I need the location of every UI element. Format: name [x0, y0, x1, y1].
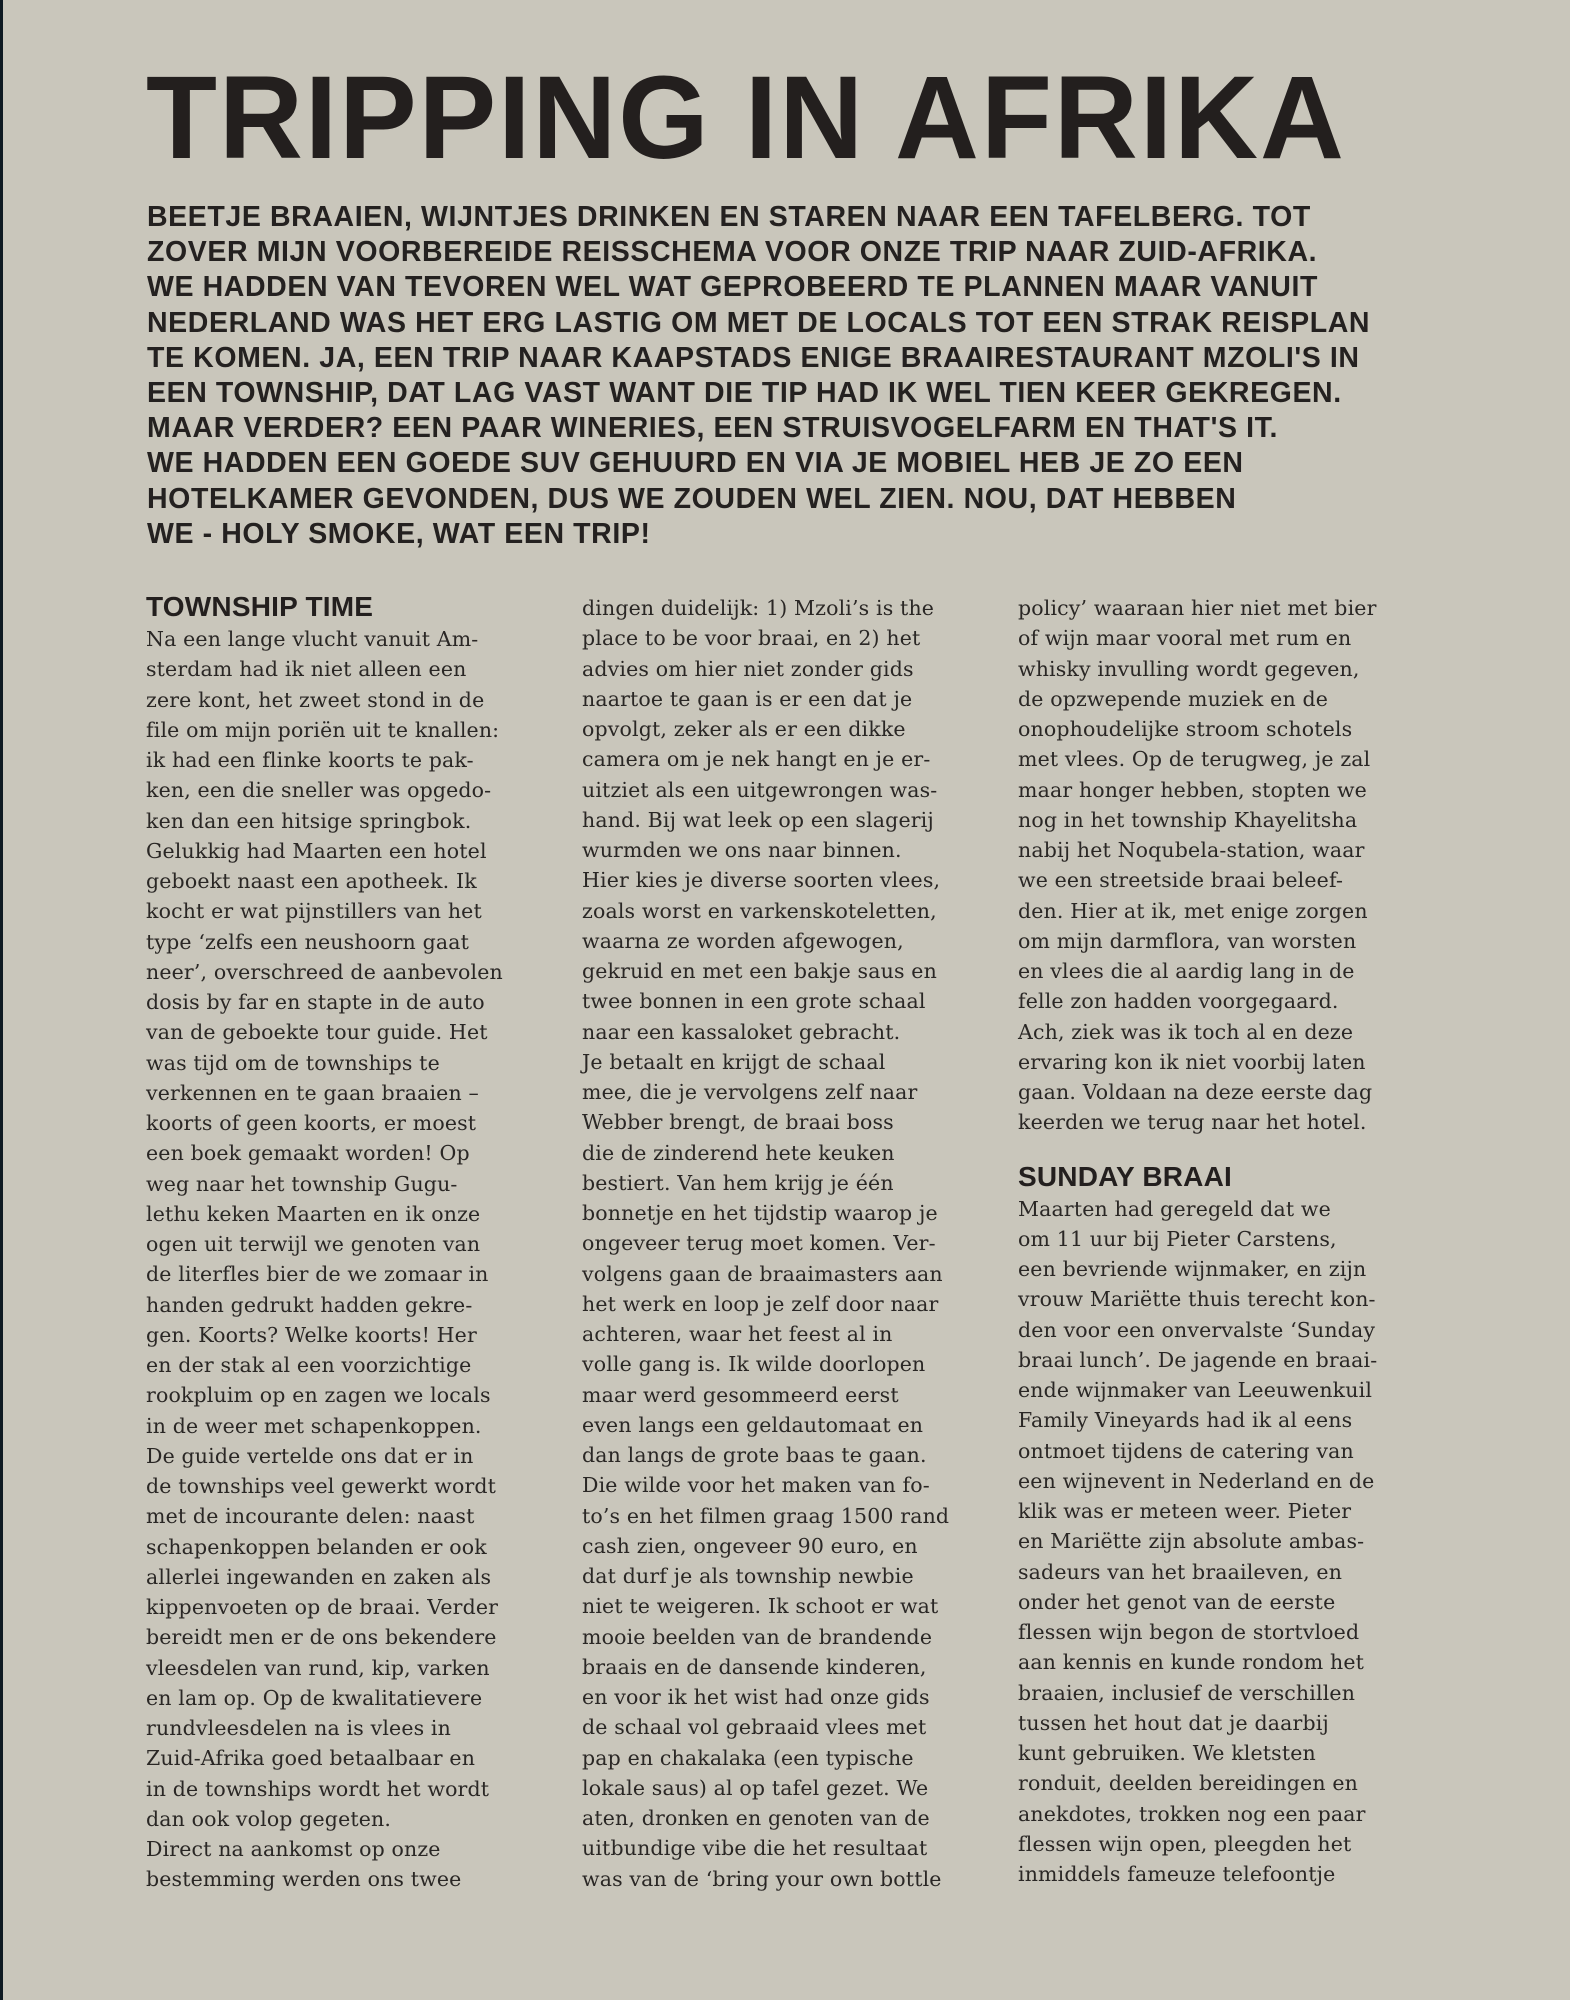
body-line: geboekt naast een apotheek. Ik — [146, 869, 477, 893]
intro-line: NEDERLAND WAS HET ERG LASTIG OM MET DE LOCALS TOT EEN STRAK REISPLAN — [147, 306, 1371, 339]
body-line: was van de ‘bring your own bottle — [582, 1866, 942, 1891]
body-line: aten, dronken en genoten van de — [582, 1806, 930, 1830]
body-line: onophoudelijke stroom schotels — [1018, 717, 1353, 741]
body-line: of wijn maar vooral met rum en — [1018, 626, 1352, 651]
article-column-2 — [582, 593, 1002, 1894]
body-line: maar werd gesommeerd eerst — [582, 1382, 899, 1407]
body-line: De guide vertelde ons dat er in — [146, 1443, 474, 1468]
body-line: policy’ waaraan hier niet met bier — [1018, 596, 1377, 620]
body-line: hand. Bij wat leek op een slagerij — [582, 807, 934, 832]
intro-line: HOTELKAMER GEVONDEN, DUS WE ZOUDEN WEL ZIEN. NOU, DAT HEBBEN — [147, 482, 1237, 515]
article-intro — [147, 200, 1447, 552]
body-line: de opzwepende muziek en de — [1018, 686, 1329, 711]
body-line: naartoe te gaan is er een dat je — [582, 686, 913, 711]
body-line: en Mariëtte zijn absolute ambas- — [1018, 1529, 1365, 1554]
body-line: ende wijnmaker van Leeuwenkuil — [1018, 1378, 1373, 1402]
body-line: in de townships wordt het wordt — [146, 1776, 490, 1801]
body-line: opvolgt, zeker als er een dikke — [582, 717, 906, 741]
body-line: den. Hier at ik, met enige zorgen — [1018, 898, 1368, 923]
body-line: achteren, waar het feest al in — [582, 1322, 893, 1346]
body-line: nabij het Noqubela-station, waar — [1018, 838, 1365, 862]
article-column-3 — [1018, 593, 1438, 1889]
intro-line: EEN TOWNSHIP, DAT LAG VAST WANT DIE TIP HAD IK WEL TIEN KEER GEKREGEN. — [147, 377, 1342, 410]
column-body-text — [146, 624, 566, 1895]
body-line: dosis by far en stapte in de auto — [146, 990, 485, 1014]
body-line: whisky invulling wordt gegeven, — [1018, 656, 1360, 681]
body-line: met de incourante delen: naast — [146, 1504, 475, 1529]
body-line: in de weer met schapenkoppen. — [146, 1413, 482, 1438]
body-line: type ‘zelfs een neushoorn gaat — [146, 929, 469, 954]
body-line: advies om hier niet zonder gids — [582, 656, 914, 681]
body-line: ongeveer terug moet komen. Ver- — [582, 1231, 936, 1256]
article-title: TRIPPING IN AFRIKA — [146, 52, 1346, 184]
body-line: ken, een die sneller was opgedo- — [146, 778, 492, 803]
body-line: Gelukkig had Maarten een hotel — [146, 838, 487, 863]
body-line: inmiddels fameuze telefoontje — [1018, 1862, 1336, 1886]
intro-line: WE - HOLY SMOKE, WAT EEN TRIP! — [147, 517, 651, 550]
body-line: en voor ik het wist had onze gids — [582, 1685, 930, 1709]
body-line: maar honger hebben, stopten we — [1018, 777, 1367, 802]
body-line: Hier kies je diverse soorten vlees, — [582, 868, 941, 893]
body-line: een boek gemaakt worden! Op — [146, 1141, 470, 1166]
body-line: klik was er meteen weer. Pieter — [1018, 1499, 1352, 1523]
intro-line: BEETJE BRAAIEN, WIJNTJES DRINKEN EN STAREN NAAR EEN TAFELBERG. TOT — [147, 201, 1311, 233]
body-line: neer’, overschreed de aanbevolen — [146, 959, 503, 984]
body-line: aan kennis en kunde rondom het — [1018, 1650, 1365, 1675]
body-line: koorts of geen koorts, er moest — [146, 1111, 477, 1135]
body-line: van de geboekte tour guide. Het — [146, 1020, 488, 1045]
body-line: het werk en loop je zelf door naar — [582, 1291, 939, 1316]
body-line: met vlees. Op de terugweg, je zal — [1018, 747, 1371, 772]
body-line: en vlees die al aardig lang in de — [1018, 959, 1355, 983]
body-line: even langs een geldautomaat en — [582, 1412, 924, 1437]
intro-line: WE HADDEN VAN TEVOREN WEL WAT GEPROBEERD TE PLANNEN MAAR VANUIT — [147, 271, 1318, 304]
body-line: een wijnevent in Nederland en de — [1018, 1468, 1375, 1493]
body-line: mee, die je vervolgens zelf naar — [582, 1080, 918, 1104]
body-line: die de zinderend hete keuken — [582, 1140, 895, 1165]
body-line: nog in het township Khayelitsha — [1018, 807, 1358, 832]
body-line: dat durf je als township newbie — [582, 1564, 914, 1588]
body-line: rookpluim op en zagen we locals — [146, 1383, 491, 1408]
body-line: onder het genot van de eerste — [1018, 1589, 1336, 1614]
body-line: we een streetside braai beleef- — [1018, 868, 1344, 893]
body-line: cash zien, ongeveer 90 euro, en — [582, 1533, 918, 1558]
body-line: gekruid en met een bakje saus en — [582, 959, 937, 983]
article-column-1 — [146, 590, 566, 1895]
body-line: de townships veel gewerkt wordt — [146, 1474, 497, 1498]
body-line: de schaal vol gebraaid vlees met — [582, 1715, 927, 1740]
body-line: lokale saus) al op tafel gezet. We — [582, 1775, 929, 1800]
body-line: Family Vineyards had ik al eens — [1018, 1408, 1353, 1433]
body-line: en lam op. Op de kwalitatievere — [146, 1685, 483, 1710]
body-line: lethu keken Maarten en ik onze — [146, 1201, 481, 1226]
body-line: allerlei ingewanden en zaken als — [146, 1564, 492, 1589]
body-line: schapenkoppen belanden er ook — [146, 1534, 487, 1559]
body-line: Na een lange vlucht vanuit Am- — [146, 627, 479, 651]
body-line: mooie beelden van de brandende — [582, 1624, 933, 1649]
body-line: to’s en het filmen graag 1500 rand — [582, 1503, 950, 1528]
body-line: vrouw Mariëtte thuis terecht kon- — [1018, 1287, 1376, 1312]
intro-line: MAAR VERDER? EEN PAAR WINERIES, EEN STRUISVOGELFARM EN THAT'S IT. — [147, 412, 1278, 445]
body-line: bereidt men er de ons bekendere — [146, 1625, 497, 1650]
body-line: camera om je nek hangt en je er- — [582, 747, 931, 772]
body-line: twee bonnen in een grote schaal — [582, 989, 926, 1014]
body-line: keerden we terug naar het hotel. — [1018, 1110, 1367, 1135]
body-line: braaien, inclusief de verschillen — [1018, 1680, 1356, 1705]
body-line: Maarten had geregeld dat we — [1018, 1196, 1331, 1221]
body-line: dan langs de grote baas te gaan. — [582, 1443, 927, 1467]
body-line: rundvleesdelen na is vlees in — [146, 1716, 451, 1740]
body-line: bestemming werden ons twee — [146, 1867, 462, 1892]
body-line: was tijd om de townships te — [146, 1050, 440, 1075]
body-line: de literfles bier de we zomaar in — [146, 1262, 489, 1287]
body-line: tussen het hout dat je daarbij — [1018, 1710, 1329, 1735]
column-body-text — [582, 593, 1002, 1894]
body-line: flessen wijn open, pleegden het — [1018, 1831, 1352, 1856]
body-line: een bevriende wijnmaker, en zijn — [1018, 1257, 1367, 1281]
body-line: ken dan een hitsige springbok. — [146, 808, 472, 833]
page-edge-strip — [0, 0, 3, 2000]
body-line: Webber brengt, de braai boss — [582, 1110, 894, 1135]
body-line: sadeurs van het braaileven, en — [1018, 1559, 1343, 1584]
body-line: verkennen en te gaan braaien – — [146, 1080, 479, 1105]
body-line: wurmden we ons naar binnen. — [582, 838, 902, 862]
body-line: vleesdelen van rund, kip, varken — [146, 1655, 490, 1680]
body-line: bestiert. Van hem krijg je één — [582, 1170, 894, 1195]
body-line: braai lunch’. De jagende en braai- — [1018, 1347, 1378, 1372]
intro-line: ZOVER MIJN VOORBEREIDE REISSCHEMA VOOR ONZE TRIP NAAR ZUID-AFRIKA. — [147, 236, 1318, 269]
body-line: zoals worst en varkenskoteletten, — [582, 898, 937, 923]
intro-line: WE HADDEN EEN GOEDE SUV GEHUURD EN VIA JE MOBIEL HEB JE ZO EEN — [147, 447, 1244, 480]
body-line: file om mijn poriën uit te knallen: — [146, 717, 500, 742]
body-line: volgens gaan de braaimasters aan — [582, 1261, 943, 1286]
body-line: sterdam had ik niet alleen een — [146, 657, 467, 682]
body-line: Die wilde voor het maken van fo- — [582, 1473, 930, 1498]
body-line: weg naar het township Gugu- — [146, 1171, 458, 1196]
body-line: felle zon hadden voorgegaard. — [1018, 989, 1339, 1014]
body-line: place to be voor braai, en 2) het — [582, 626, 921, 651]
column-body-text — [1018, 1194, 1438, 1890]
section-heading-township-time: TOWNSHIP TIME — [146, 591, 374, 622]
body-line: ogen uit terwijl we genoten van — [146, 1232, 481, 1256]
body-line: pap en chakalaka (een typische — [582, 1745, 914, 1770]
body-line: en der stak al een voorzichtige — [146, 1353, 472, 1377]
body-line: uitziet als een uitgewrongen was- — [582, 777, 938, 802]
body-line: dingen duidelijk: 1) Mzoli’s is the — [582, 596, 935, 620]
body-line: uitbundige vibe die het resultaat — [582, 1836, 928, 1861]
body-line: gaan. Voldaan na deze eerste dag — [1018, 1080, 1373, 1104]
column-body-text — [1018, 593, 1438, 1138]
body-line: flessen wijn begon de stortvloed — [1018, 1620, 1360, 1644]
body-line: anekdotes, trokken nog een paar — [1018, 1801, 1366, 1826]
body-line: zere kont, het zweet stond in de — [146, 687, 485, 712]
body-line: naar een kassaloket gebracht. — [582, 1019, 901, 1044]
body-line: Ach, ziek was ik toch al en deze — [1018, 1019, 1354, 1044]
body-line: kippenvoeten op de braai. Verder — [146, 1595, 499, 1619]
body-line: niet te weigeren. Ik schoot er wat — [582, 1594, 939, 1619]
body-line: kocht er wat pijnstillers van het — [146, 899, 482, 924]
body-line: dan ook volop gegeten. — [146, 1806, 392, 1831]
body-line: volle gang is. Ik wilde doorlopen — [582, 1352, 926, 1377]
body-line: ik had een flinke koorts te pak- — [146, 748, 474, 772]
body-line: kunt gebruiken. We kletsten — [1018, 1741, 1316, 1765]
body-line: ervaring kon ik niet voorbij laten — [1018, 1049, 1366, 1074]
section-heading-sunday-braai: SUNDAY BRAAI — [1018, 1160, 1232, 1192]
body-line: om 11 uur bij Pieter Carstens, — [1018, 1226, 1337, 1251]
body-line: ontmoet tijdens de catering van — [1018, 1438, 1354, 1463]
body-line: ronduit, deelden bereidingen en — [1018, 1771, 1358, 1796]
body-line: bonnetje en het tijdstip waarop je — [582, 1201, 938, 1225]
body-line: handen gedrukt hadden gekre- — [146, 1292, 473, 1317]
intro-line: TE KOMEN. JA, EEN TRIP NAAR KAAPSTADS ENIGE BRAAIRESTAURANT MZOLI'S IN — [147, 341, 1360, 374]
body-line: den voor een onvervalste ‘Sunday — [1018, 1317, 1376, 1342]
body-line: braais en de dansende kinderen, — [582, 1654, 927, 1679]
body-line: Direct na aankomst op onze — [146, 1837, 441, 1861]
body-line: Zuid-Afrika goed betaalbaar en — [146, 1746, 476, 1771]
body-line: om mijn darmflora, van worsten — [1018, 928, 1357, 953]
body-line: gen. Koorts? Welke koorts! Her — [146, 1322, 477, 1347]
body-line: waarna ze worden afgewogen, — [582, 928, 904, 953]
body-line: Je betaalt en krijgt de schaal — [582, 1049, 886, 1074]
